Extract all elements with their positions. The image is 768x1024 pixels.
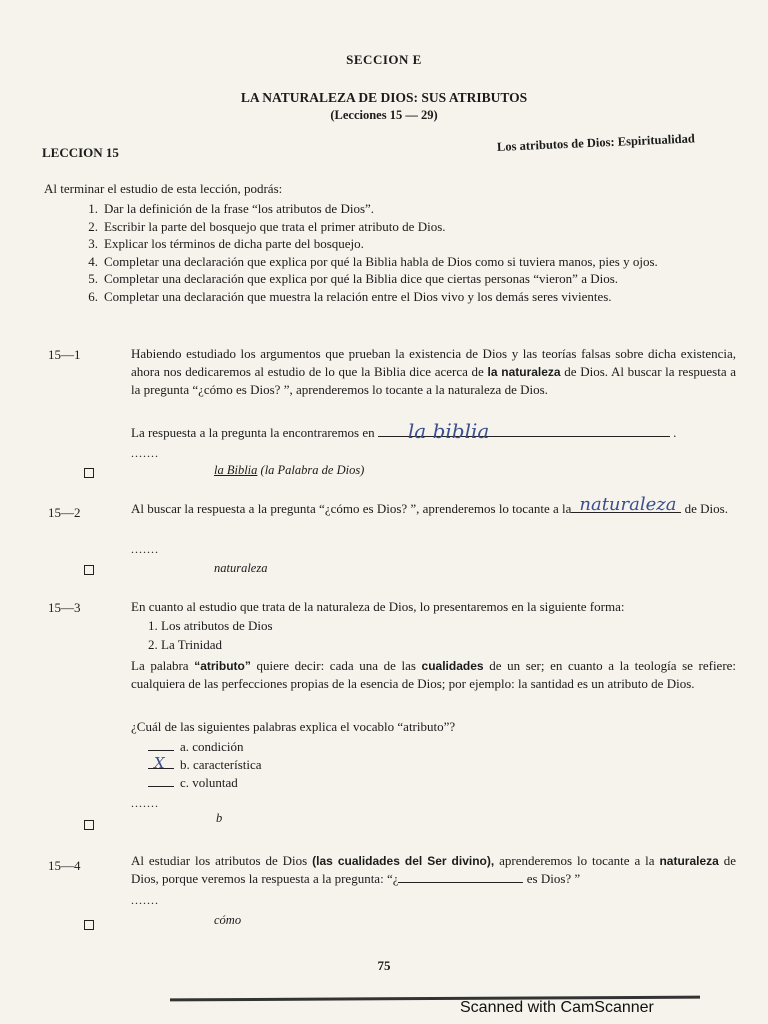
frame-question: Al buscar la respuesta a la pregunta “¿cómo es Dios? ”, aprenderemos lo tocante a la naturaleza de Dios. bbox=[131, 494, 728, 516]
frame-number: 15—2 bbox=[48, 505, 81, 520]
frame-number: 15—1 bbox=[48, 347, 81, 362]
frame-text: Al estudiar los atributos de Dios (las cualidades del Ser divino), aprenderemos lo tocante a la naturaleza de Dios, porque veremos la respuesta a la pregunta: “¿ es Dios? ” bbox=[131, 853, 737, 886]
lesson-topic: Los atributos de Dios: Espiritualidad bbox=[496, 131, 696, 154]
checkbox[interactable] bbox=[84, 565, 94, 575]
checkbox[interactable] bbox=[84, 920, 94, 930]
objectives-list bbox=[70, 200, 740, 305]
option-c[interactable]: c. voluntad bbox=[148, 774, 262, 792]
objective-item: 4. Completar una declaración que explica por qué la Biblia habla de Dios como si tuviera manos, pies y ojos. bbox=[88, 253, 658, 269]
frame-answer: cómo bbox=[214, 913, 242, 927]
section-subtitle: (Lecciones 15 — 29) bbox=[330, 108, 438, 122]
option-list bbox=[148, 738, 262, 792]
dots-separator: ....... bbox=[131, 893, 159, 907]
page-number: 75 bbox=[377, 958, 391, 973]
frame-text: Habiendo estudiado los argumentos que prueban la existencia de Dios y las teorías falsas sobre dicha existencia, ahora nos dedicaremos al estudio de lo que la Biblia dice acerca de la naturaleza de Dios. Al buscar la respuesta a la pregunta “¿cómo es Dios? ”, aprenderemos lo tocante a la naturaleza de Dios. bbox=[131, 346, 737, 397]
handwritten-answer: la biblia bbox=[407, 419, 490, 443]
frame-question: ¿Cuál de las siguientes palabras explica el vocablo “atributo”? bbox=[131, 719, 456, 734]
dots-separator: ....... bbox=[131, 542, 159, 556]
frame-definition: La palabra “atributo” quiere decir: cada una de las cualidades de un ser; en cuanto a la teología se refiere: cualquiera de las perfecciones propias de la esencia de Dios; por ejemplo: la santidad es un atributo de Dios. bbox=[131, 658, 737, 691]
frame-text: En cuanto al estudio que trata de la naturaleza de Dios, lo presentaremos en la siguiente forma: bbox=[131, 599, 625, 614]
frame-number: 15—3 bbox=[48, 600, 81, 615]
dots-separator: ....... bbox=[131, 446, 159, 460]
handwritten-mark: X bbox=[154, 754, 165, 772]
objective-item: 2. Escribir la parte del bosquejo que trata el primer atributo de Dios. bbox=[88, 218, 446, 234]
objective-item: 3. Explicar los términos de dicha parte del bosquejo. bbox=[88, 236, 364, 251]
section-title: LA NATURALEZA DE DIOS: SUS ATRIBUTOS bbox=[240, 90, 528, 105]
checkbox[interactable] bbox=[84, 820, 94, 830]
frame-answer: la Biblia (la Palabra de Dios) bbox=[214, 463, 365, 477]
option-a[interactable]: a. condición bbox=[148, 738, 262, 756]
frame-question: La respuesta a la pregunta la encontraremos en la biblia . bbox=[131, 419, 677, 443]
frame-answer: b bbox=[216, 811, 223, 825]
frame-list: 1. Los atributos de Dios 2. La Trinidad bbox=[148, 618, 273, 652]
objective-item: 1. Dar la definición de la frase “los atributos de Dios”. bbox=[88, 201, 375, 216]
objective-item: 6. Completar una declaración que muestra la relación entre el Dios vivo y los demás seres vivientes. bbox=[88, 288, 612, 304]
frame-answer: naturaleza bbox=[214, 561, 268, 575]
option-b[interactable]: X b. característica bbox=[148, 756, 262, 774]
handwritten-answer: naturaleza bbox=[579, 494, 677, 515]
objectives-intro: Al terminar el estudio de esta lección, podrás: bbox=[44, 181, 283, 196]
lesson-number: LECCION 15 bbox=[42, 145, 119, 160]
section-label: SECCION E bbox=[346, 52, 422, 67]
checkbox[interactable] bbox=[84, 468, 94, 478]
dots-separator: ....... bbox=[131, 796, 159, 810]
frame-number: 15—4 bbox=[48, 858, 81, 873]
objective-item: 5. Completar una declaración que explica por qué la Biblia dice que ciertas personas “vieron” a Dios. bbox=[88, 271, 619, 286]
scanner-watermark: Scanned with CamScanner bbox=[460, 999, 654, 1016]
